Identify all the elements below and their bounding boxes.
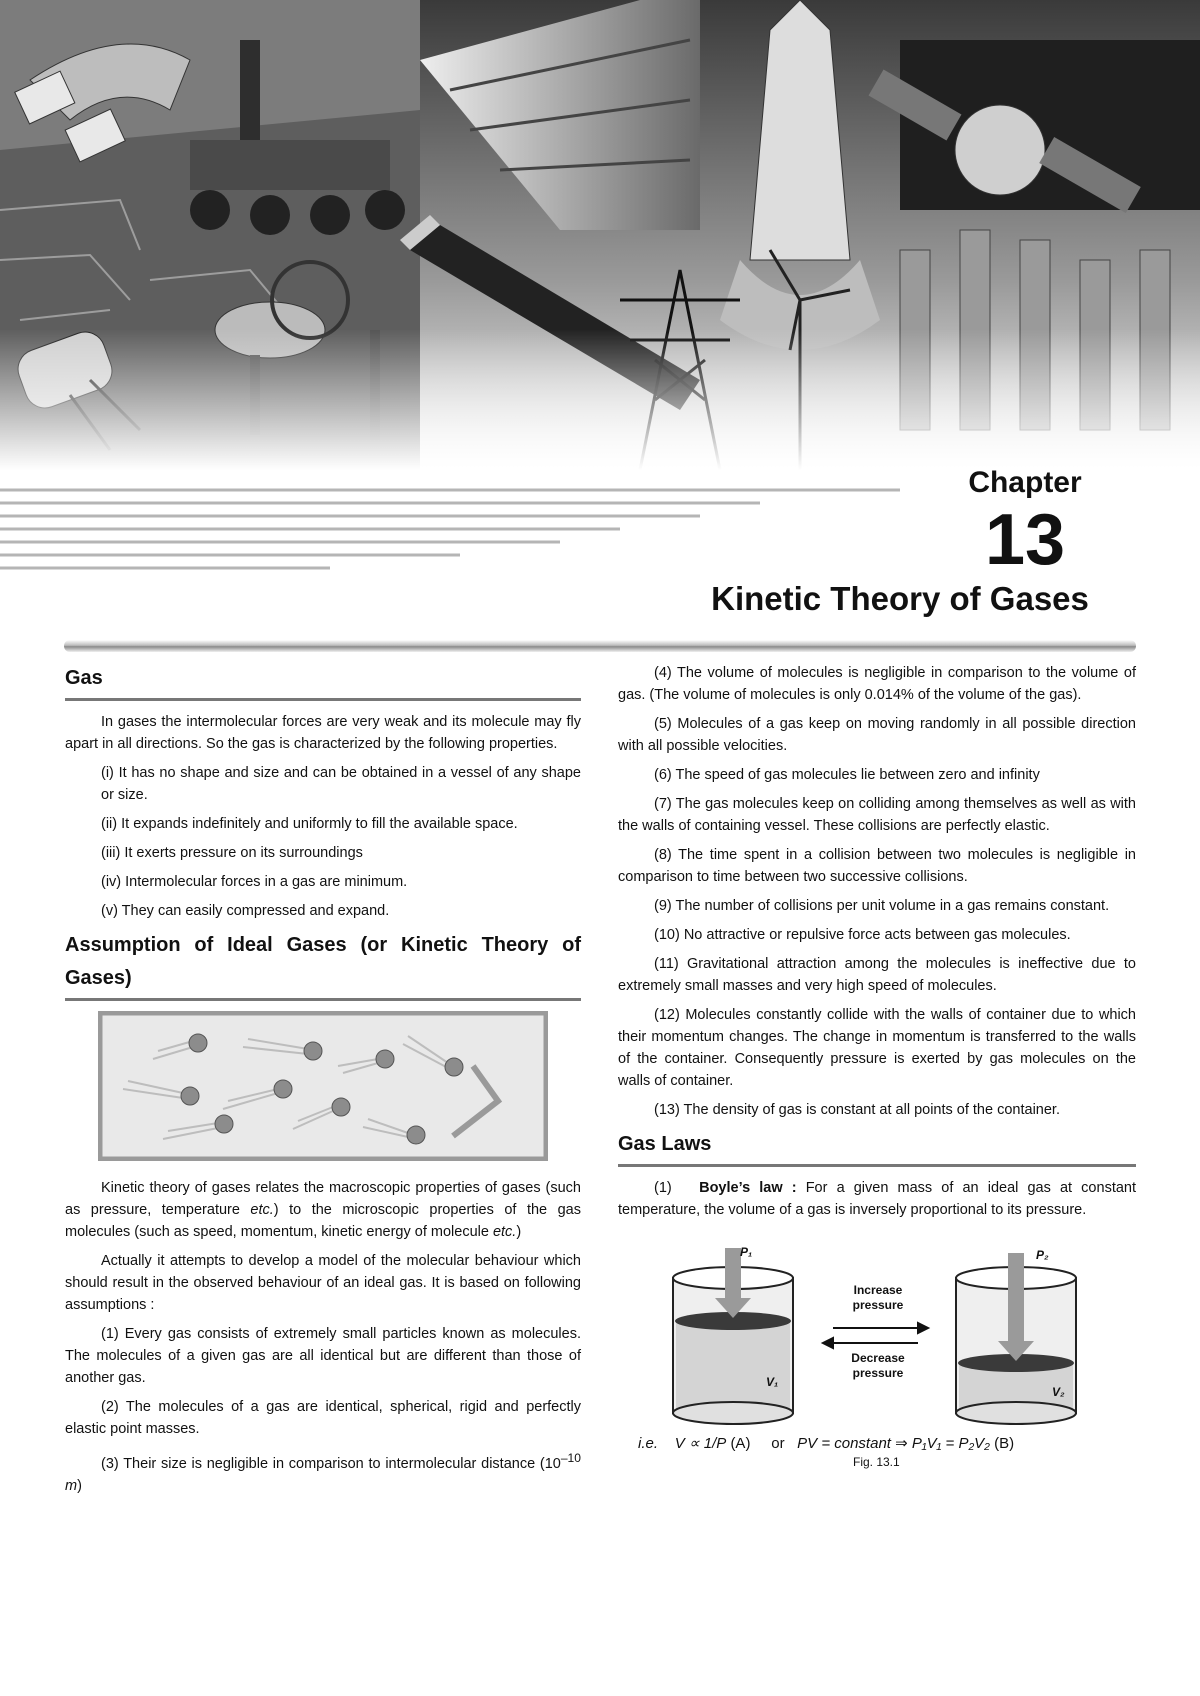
property-item: (v) They can easily compressed and expand. [101,903,390,919]
cylinder-left [673,1248,793,1424]
direction-arrows [823,1323,928,1348]
assumption-item: (6) The speed of gas molecules lie between zero and infinity [654,767,1040,783]
boyles-law-figure [618,1243,1136,1468]
label-p2: P₂ [1036,1248,1049,1262]
chapter-title: Kinetic Theory of Gases [711,580,1089,617]
assumption-item: (9) The number of collisions per unit volume in a gas remains constant. [654,898,1110,914]
property-item: (iii) It exerts pressure on its surroundings [101,845,363,861]
assumption-item: (4) The volume of molecules is negligible in comparison to the volume of gas. (The volume of molecules is only 0.014% of the volume of the gas). [618,665,1136,703]
assumption-item: (7) The gas molecules keep on colliding among themselves as well as with the walls of containing vessel. These collisions are perfectly elastic. [618,796,1136,834]
property-item: (ii) It expands indefinitely and uniformly to fill the available space. [101,816,518,832]
chapter-label: Chapter [968,466,1082,499]
label-v2: V₂ [1052,1385,1065,1399]
assumption-item: (8) The time spent in a collision between two molecules is negligible in comparison to time between two successive collisions. [618,847,1136,885]
chapter-banner-collage [0,0,1200,470]
assumption-item: (3) Their size is negligible in comparison to intermolecular distance ($10^{-10}$ m) [65,1451,581,1494]
chapter-number: 13 [984,500,1066,580]
assumption-item: (1) Every gas consists of extremely small particles known as molecules. The molecules of a given gas are all identical but are different than those of another gas. [65,1326,581,1386]
right-column [618,662,1136,1468]
boyles-law-equation: i.e. V ∝ 1/P (A) or PV = constant ⇒ P₁V₁ = P₂V₂ (B) [638,1435,1015,1452]
section-heading-assumptions: Assumption of Ideal Gases (or Kinetic Theory of Gases) [65,929,581,1001]
increase-pressure-label: Increase pressure [852,1283,904,1312]
assumption-item: (5) Molecules of a gas keep on moving randomly in all possible direction with all possible velocities. [618,716,1136,754]
model-paragraph: Actually it attempts to develop a model of the molecular behaviour which should result in the observed behaviour of an ideal gas. It is based on following assumptions : [65,1253,581,1313]
assumption-item: (13) The density of gas is constant at all points of the container. [654,1102,1060,1118]
assumption-item: (2) The molecules of a gas are identical, spherical, rigid and perfectly elastic point masses. [65,1399,581,1437]
label-v1: V₁ [766,1375,779,1389]
figure-caption: Fig. 13.1 [853,1455,900,1469]
piston-cylinders-diagram [618,1243,1136,1433]
property-item: (i) It has no shape and size and can be obtained in a vessel of any shape or size. [101,765,581,803]
property-item: (iv) Intermolecular forces in a gas are minimum. [101,874,408,890]
gas-intro-paragraph: In gases the intermolecular forces are very weak and its molecule may fly apart in all directions. So the gas is characterized by the following properties. [65,714,581,752]
moving-molecules-illustration [98,1011,548,1161]
section-heading-gas: Gas [65,662,581,701]
assumption-item: (10) No attractive or repulsive force acts between gas molecules. [654,927,1071,943]
section-heading-gas-laws: Gas Laws [618,1128,1136,1167]
kinetic-theory-paragraph: Kinetic theory of gases relates the macroscopic properties of gases (such as pressure, temperature etc.) to the microscopic properties of the gas molecules (such as speed, momentum, kinetic energy of molecule etc.) [65,1180,581,1240]
assumption-item: (12) Molecules constantly collide with the walls of container due to which their momentum changes. The change in momentum is transferred to the walls of the container. Consequently pressure is exerted by gas molecules on the walls of container. [618,1007,1136,1089]
assumption-item: (11) Gravitational attraction among the molecules is ineffective due to extremely small masses and very high speed of molecules. [618,956,1136,994]
left-column [65,662,581,1504]
title-divider [64,640,1136,652]
boyles-law-paragraph: (1) Boyle’s law : For a given mass of an ideal gas at constant temperature, the volume of a gas is inversely proportional to its pressure. [618,1180,1137,1218]
label-p1: P₁ [740,1245,753,1259]
decrease-pressure-label: Decrease pressure [851,1351,905,1380]
